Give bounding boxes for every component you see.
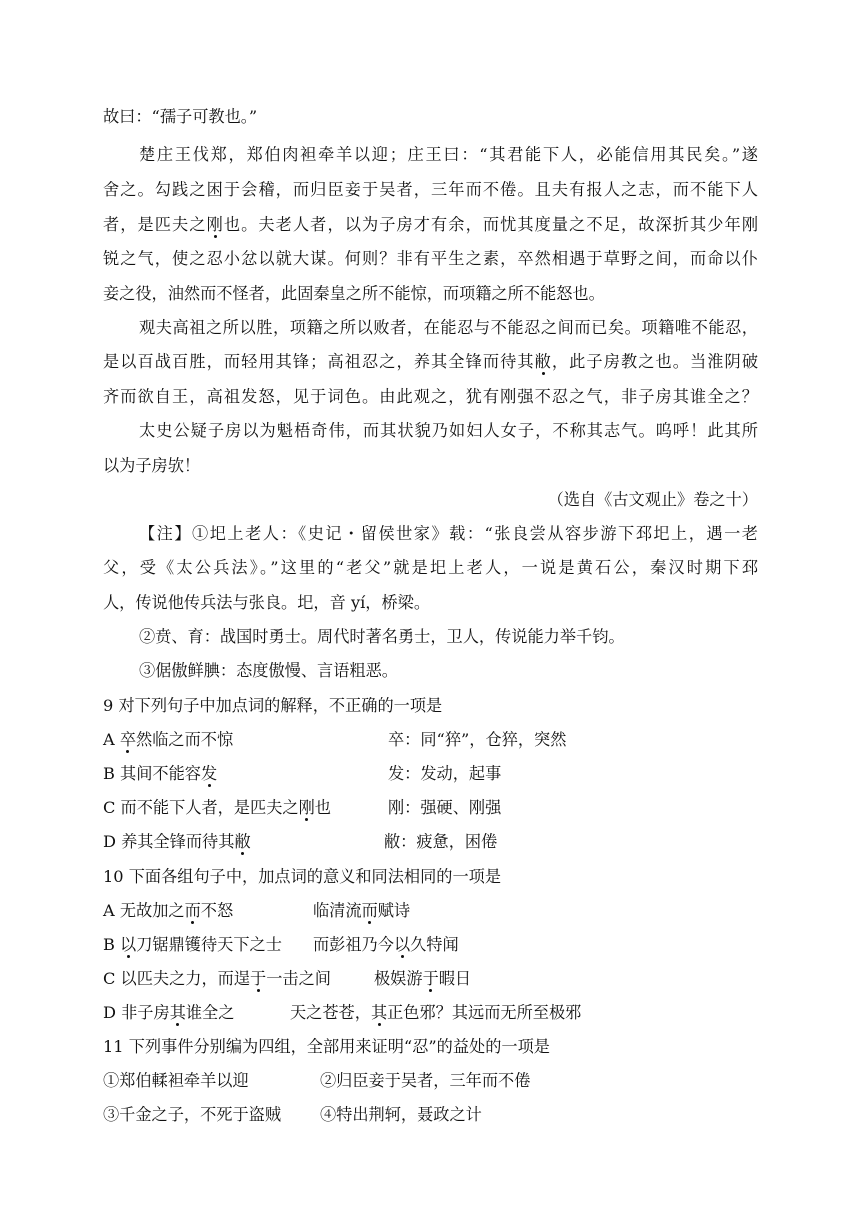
- question-11-stem: 11 下列事件分别编为四组，全部用来证明“忍”的益处的一项是: [103, 1037, 550, 1056]
- question-10-option-a: [103, 900, 758, 922]
- question-9-option-c: [103, 797, 758, 819]
- option-letter: A: [103, 730, 120, 749]
- text-segment: 也: [314, 798, 331, 817]
- question-10-option-d: [103, 1002, 758, 1024]
- question-11-items-row: [103, 1070, 758, 1092]
- text-segment: 然临之而不惊: [136, 730, 234, 749]
- option-second-sentence: [313, 934, 459, 956]
- emphasis-dot-word: 刚: [298, 798, 315, 817]
- emphasis-dot-word: 刚: [206, 215, 224, 234]
- note-line: ②贲、育：战国时勇士。周代时著名勇士，卫人，传说能力举千钧。: [139, 627, 625, 646]
- text-segment: 暇日: [438, 969, 472, 988]
- text-segment: 赋诗: [377, 901, 411, 920]
- event-item: ③千金之子，不死于盗贼: [103, 1105, 282, 1124]
- text-segment: 临清流: [313, 901, 362, 920]
- text-segment: B 其间不能容: [103, 764, 201, 783]
- passage-p1-line: 舍之。勾践之困于会稽，而归臣妾于吴者，三年而不倦。且夫有报人之志，而不能下人: [103, 180, 758, 199]
- text-segment: 极娱游: [374, 969, 423, 988]
- question-11-items-row: [103, 1104, 758, 1126]
- emphasis-dot-word: 以: [120, 935, 137, 954]
- text-segment: 一击之间: [266, 969, 331, 988]
- text-segment: 正色邪？其远而无所至极邪: [387, 1003, 582, 1022]
- text-segment: C 以匹夫之力，而逞: [103, 969, 251, 988]
- passage-line: 故曰：“孺子可教也。”: [103, 107, 258, 126]
- option-second-sentence: [313, 900, 410, 922]
- note-line: 【注】①圯上老人：《史记・留侯世家》载：“张良尝从容步游下邳圯上，遇一老: [139, 524, 758, 543]
- text-segment: 者，是匹夫之: [103, 215, 207, 234]
- text-segment: 而彭祖乃今: [313, 935, 394, 954]
- option-explanation: 发：发动，起事: [388, 764, 502, 783]
- option-second-sentence: [374, 968, 471, 990]
- text-segment: 久特闻: [410, 935, 459, 954]
- emphasis-dot-word: 卒: [119, 730, 137, 749]
- text-segment: 天之苍苍，: [290, 1003, 371, 1022]
- emphasis-dot-word: 而: [361, 901, 378, 920]
- passage-p1-line: 楚庄王伐郑，郑伯肉袒牵羊以迎；庄王曰：“其君能下人，必能信用其民矣。”遂: [139, 145, 758, 164]
- question-9-option-a: [103, 729, 758, 751]
- emphasis-dot-word: 以: [393, 935, 411, 954]
- emphasis-dot-word: 发: [200, 764, 218, 783]
- question-10-option-c: [103, 968, 758, 990]
- option-explanation: 敝：疲惫，困倦: [384, 832, 498, 851]
- question-9-stem: 9 对下列句子中加点词的解释，不正确的一项是: [103, 696, 443, 715]
- option-explanation: 卒：同“猝”，仓猝，突然: [388, 730, 567, 749]
- passage-p3-line: 太史公疑子房以为魁梧奇伟，而其状貌乃如妇人女子，不称其志气。呜呼！此其所: [139, 421, 758, 440]
- emphasis-dot-word: 于: [250, 969, 267, 988]
- text-segment: D 养其全锋而待其: [103, 832, 235, 851]
- text-segment: C 而不能下人者，是匹夫之: [103, 798, 299, 817]
- text-segment: 不怒: [200, 901, 234, 920]
- event-item: ②归臣妾于吴者，三年而不倦: [320, 1071, 531, 1090]
- source-citation: （选自《古文观止》卷之十）: [547, 490, 758, 509]
- note-line: ③倨傲鲜腆：态度傲慢、言语粗恶。: [139, 661, 398, 680]
- question-9-option-b: [103, 763, 758, 785]
- passage-p3-line: 以为子房欤！: [103, 456, 201, 475]
- passage-p2-line: [103, 351, 758, 373]
- note-line: 父，受《太公兵法》。”这里的“老父”就是圯上老人，一说是黄石公，秦汉时期下邳: [103, 558, 758, 577]
- emphasis-dot-word: 其: [370, 1003, 388, 1022]
- text-segment: B: [103, 935, 121, 954]
- emphasis-dot-word: 于: [422, 969, 439, 988]
- text-segment: ，此子房教之也。当淮阴破: [551, 352, 759, 371]
- text-segment: A 无故加之: [103, 901, 185, 920]
- question-10-stem: 10 下面各组句子中，加点词的意义和同法相同的一项是: [103, 867, 502, 886]
- text-segment: 也。夫老人者，以为子房才有余，而忧其度量之不足，故深折其少年刚: [223, 215, 759, 234]
- passage-p1-line: 妾之役，油然而不怪者，此固秦皇之所不能惊，而项籍之所不能怒也。: [103, 284, 605, 303]
- passage-p2-line: 观夫高祖之所以胜，项籍之所以败者，在能忍与不能忍之间而已矣。项籍唯不能忍，: [139, 318, 758, 337]
- emphasis-dot-word: 敝: [234, 832, 251, 851]
- emphasis-dot-word: 而: [184, 901, 201, 920]
- question-10-option-b: [103, 934, 758, 956]
- option-explanation: 刚：强硬、刚强: [388, 798, 502, 817]
- event-item: ①郑伯輮袒牵羊以迎: [103, 1071, 249, 1090]
- text-segment: 是以百战百胜，而轻用其锋；高祖忍之，养其全锋而待其: [103, 352, 535, 371]
- question-9-option-d: [103, 831, 758, 853]
- passage-p1-line: 锐之气，使之忍小忿以就大谋。何则？非有平生之素，卒然相遇于草野之间，而命以仆: [103, 249, 758, 268]
- emphasis-dot-word: 敝: [534, 352, 552, 371]
- event-item: ④特出荆轲，聂政之计: [320, 1105, 482, 1124]
- passage-p2-line: 齐而欲自王，高祖发怒，见于词色。由此观之，犹有刚强不忍之气，非子房其谁全之？: [103, 387, 758, 406]
- text-segment: 谁全之: [185, 1003, 235, 1022]
- note-line: 人，传说他传兵法与张良。圯，音 yí，桥梁。: [103, 593, 431, 612]
- emphasis-dot-word: 其: [169, 1003, 186, 1022]
- text-segment: D 非子房: [103, 1003, 170, 1022]
- passage-p1-line: [103, 214, 758, 236]
- option-second-sentence: [290, 1002, 581, 1024]
- text-segment: 刀锯鼎镬待天下之士: [136, 935, 282, 954]
